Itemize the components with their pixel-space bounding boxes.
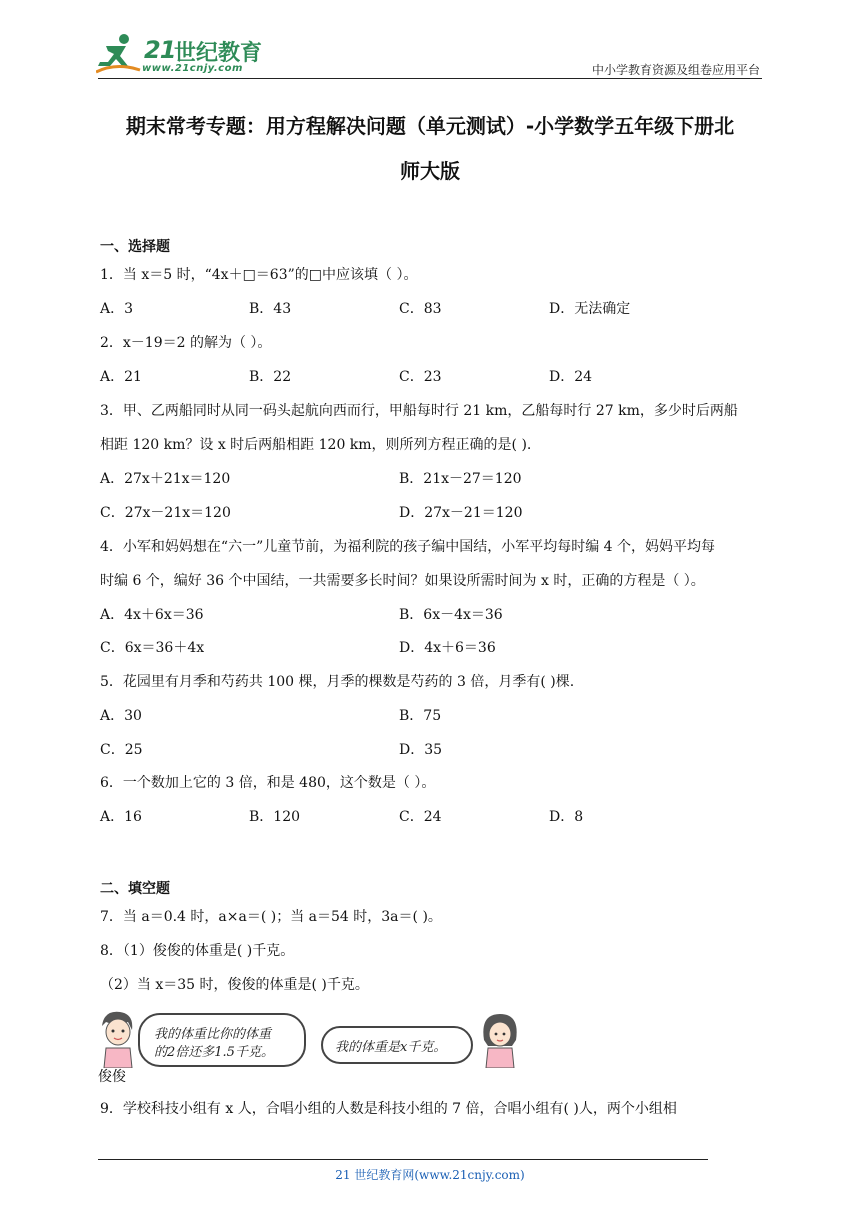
q6-option-c: C．24: [399, 809, 442, 825]
q2-option-b: B．22: [249, 369, 292, 385]
bubble-boy-line2: 的2倍还多1.5千克。: [154, 1045, 274, 1060]
header-divider: [98, 78, 762, 79]
section-heading-choice: 一、选择题: [100, 239, 170, 255]
question-8-part1: 8．（1）俊俊的体重是( )千克。: [100, 943, 295, 959]
question-2: 2．x－19＝2 的解为（ ）。: [100, 335, 272, 351]
logo-url: www.21cnjy.com: [142, 63, 243, 74]
question-1: 1．当 x＝5 时，“4x＋□＝63”的□中应该填（ ）。: [100, 267, 418, 283]
section-heading-fill: 二、填空题: [100, 881, 170, 897]
q5-option-b: B．75: [399, 708, 442, 724]
q5-option-d: D．35: [399, 742, 443, 758]
question-7: 7．当 a＝0.4 时，a×a＝( )；当 a＝54 时，3a＝( )。: [100, 909, 442, 925]
page-title-line1: 期末常考专题：用方程解决问题（单元测试）-小学数学五年级下册北: [125, 114, 735, 138]
q2-option-c: C．23: [399, 369, 442, 385]
q1-option-b: B．43: [249, 301, 292, 317]
logo-text: 世纪教育: [174, 41, 263, 66]
q3-option-d: D．27x－21＝120: [399, 505, 523, 521]
q2-option-a: A．21: [100, 369, 142, 385]
girl-figure-icon: [478, 1010, 522, 1068]
question-3-line2: 相距 120 km？设 x 时后两船相距 120 km，则所列方程正确的是( ).: [100, 437, 532, 453]
site-logo: [96, 32, 266, 76]
q3-option-b: B．21x－27＝120: [399, 471, 522, 487]
footer-link[interactable]: 21 世纪教育网(www.21cnjy.com): [335, 1168, 525, 1182]
q5-option-c: C．25: [100, 742, 143, 758]
question-5: 5．花园里有月季和芍药共 100 棵，月季的棵数是芍药的 3 倍，月季有( )棵.: [100, 674, 575, 690]
q4-option-d: D．4x＋6＝36: [399, 640, 496, 656]
boy-name-label: 俊俊: [98, 1069, 126, 1085]
q3-option-c: C．27x－21x＝120: [100, 505, 231, 521]
question-4-line2: 时编 6 个，编好 36 个中国结，一共需要多长时间？如果设所需时间为 x 时，正确的方程是（ ）。: [100, 573, 705, 589]
logo-number: 21: [144, 36, 176, 64]
q5-option-a: A．30: [100, 708, 142, 724]
speech-bubble-girl: [321, 1026, 473, 1064]
boy-figure-icon: [96, 1008, 140, 1068]
q2-option-d: D．24: [549, 369, 593, 385]
question-6: 6．一个数加上它的 3 倍，和是 480，这个数是（ ）。: [100, 775, 436, 791]
q1-option-d: D．无法确定: [549, 301, 631, 317]
q4-option-b: B．6x－4x＝36: [399, 607, 503, 623]
runner-icon: [96, 32, 142, 76]
q6-option-b: B．120: [249, 809, 301, 825]
bubble-girl-text: 我的体重是x千克。: [335, 1040, 447, 1055]
q4-option-c: C．6x＝36＋4x: [100, 640, 205, 656]
q1-option-a: A．3: [100, 301, 134, 317]
question-4-line1: 4．小军和妈妈想在“六一”儿童节前，为福利院的孩子编中国结，小军平均每时编 4 个，妈妈平均每: [100, 539, 716, 555]
q6-option-a: A．16: [100, 809, 142, 825]
footer-divider: [98, 1159, 708, 1160]
header-slogan: 中小学教育资源及组卷应用平台: [591, 63, 760, 77]
speech-bubble-boy: [138, 1013, 306, 1067]
q1-option-c: C．83: [399, 301, 442, 317]
question-3-line1: 3．甲、乙两船同时从同一码头起航向西而行，甲船每时行 21 km，乙船每时行 27 km，多少时后两船: [100, 403, 738, 419]
bubble-boy-line1: 我的体重比你的体重: [154, 1027, 272, 1042]
question-8-part2: （2）当 x＝35 时，俊俊的体重是( )千克。: [100, 977, 369, 993]
q3-option-a: A．27x＋21x＝120: [100, 471, 231, 487]
q6-option-d: D．8: [549, 809, 584, 825]
question-9: 9．学校科技小组有 x 人，合唱小组的人数是科技小组的 7 倍，合唱小组有( )人，两个小组相: [100, 1101, 677, 1117]
page-title-line2: 师大版: [400, 159, 460, 183]
q4-option-a: A．4x＋6x＝36: [100, 607, 204, 623]
